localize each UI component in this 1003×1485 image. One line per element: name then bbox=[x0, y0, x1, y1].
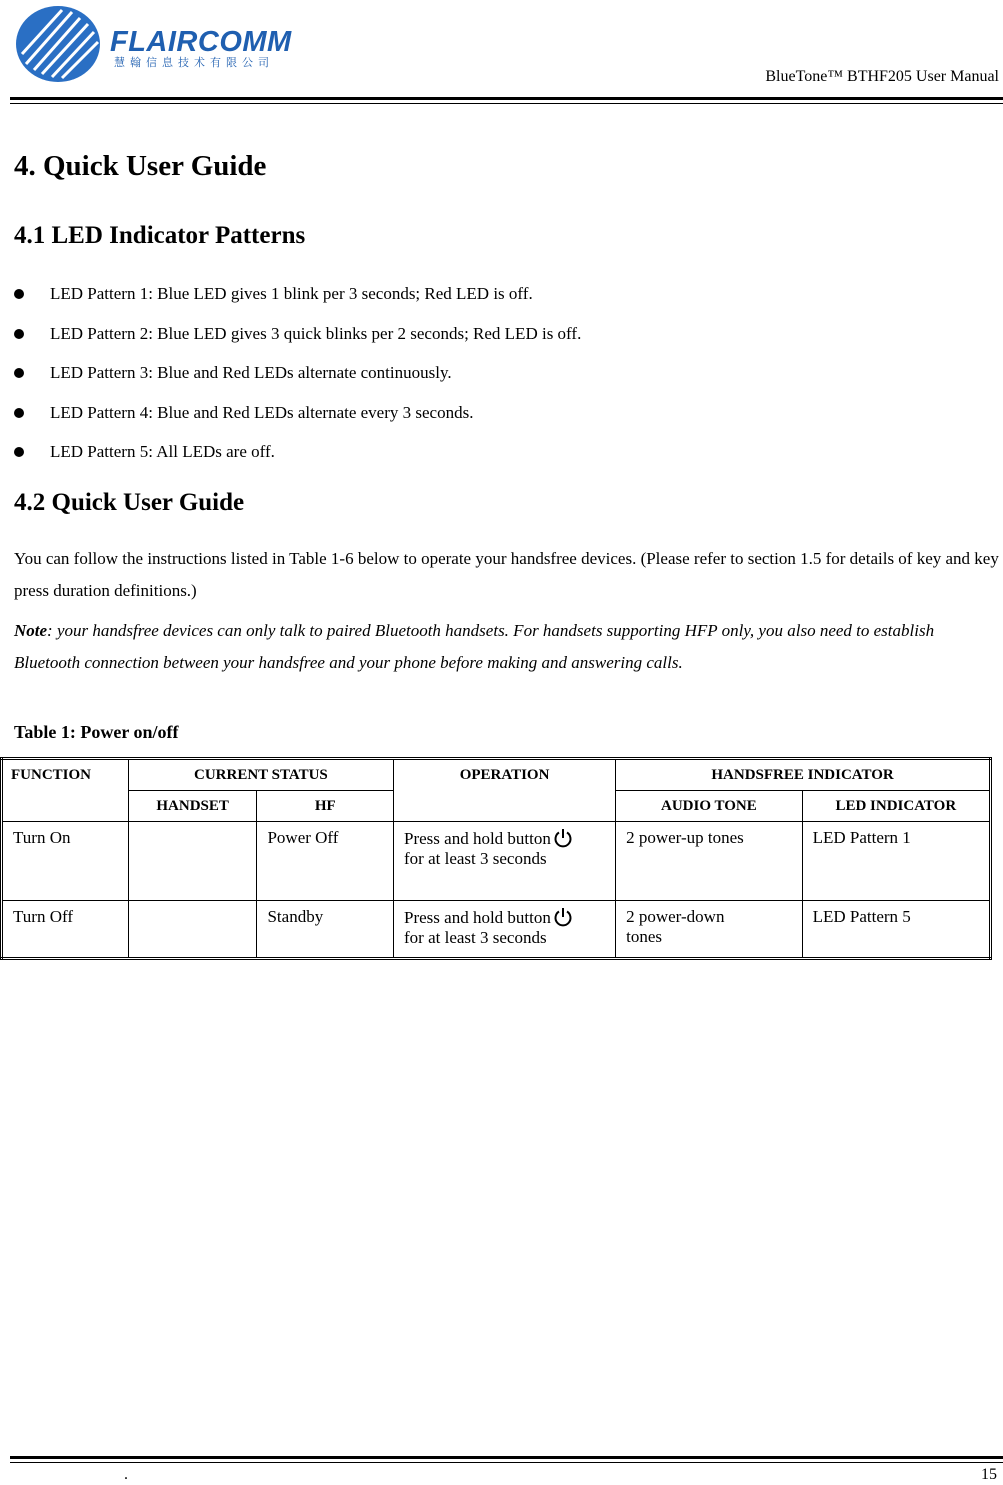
list-item: LED Pattern 2: Blue LED gives 3 quick blinks per 2 seconds; Red LED is off. bbox=[14, 320, 974, 360]
chapter-title: 4. Quick User Guide bbox=[14, 150, 267, 182]
logo-wordmark: FLAIRCOMM bbox=[110, 26, 292, 58]
header-rule bbox=[10, 97, 1003, 100]
cell-audio-tone: 2 power-up tones bbox=[616, 822, 802, 901]
page-number: 15 bbox=[981, 1466, 997, 1483]
header-audio-tone: AUDIO TONE bbox=[616, 791, 802, 822]
led-pattern-list bbox=[14, 280, 974, 478]
bullet-icon bbox=[14, 447, 24, 457]
section-title-quick-guide: 4.2 Quick User Guide bbox=[14, 489, 245, 516]
header-led-indicator: LED INDICATOR bbox=[802, 791, 990, 822]
header-rule-thin bbox=[10, 103, 1003, 104]
cell-hf: Power Off bbox=[257, 822, 394, 901]
list-item: LED Pattern 1: Blue LED gives 1 blink per 3 seconds; Red LED is off. bbox=[14, 280, 974, 320]
header-current-status: CURRENT STATUS bbox=[128, 759, 393, 791]
table-row bbox=[2, 901, 991, 959]
list-item: LED Pattern 3: Blue and Red LEDs alternate continuously. bbox=[14, 359, 974, 399]
footer-rule-thin bbox=[10, 1462, 1003, 1463]
cell-led: LED Pattern 5 bbox=[802, 901, 990, 959]
footer-rule bbox=[10, 1456, 1003, 1459]
table-row bbox=[2, 822, 991, 901]
cell-function: Turn Off bbox=[2, 901, 129, 959]
header-handset: HANDSET bbox=[128, 791, 257, 822]
power-icon bbox=[553, 828, 573, 848]
cell-operation: Press and hold button for at least 3 seconds bbox=[394, 901, 616, 959]
table-caption: Table 1: Power on/off bbox=[14, 722, 179, 742]
cell-hf: Standby bbox=[257, 901, 394, 959]
footer-mark: . bbox=[124, 1466, 128, 1483]
logo-globe-icon bbox=[14, 2, 104, 82]
company-logo bbox=[14, 2, 314, 82]
cell-operation: Press and hold button for at least 3 seconds bbox=[394, 822, 616, 901]
power-icon bbox=[553, 907, 573, 927]
cell-led: LED Pattern 1 bbox=[802, 822, 990, 901]
cell-handset bbox=[128, 822, 257, 901]
table-header-row bbox=[2, 759, 991, 791]
header-function: FUNCTION bbox=[2, 759, 129, 822]
list-item: LED Pattern 4: Blue and Red LEDs alternate every 3 seconds. bbox=[14, 399, 974, 439]
manual-title: BlueTone™ BTHF205 User Manual bbox=[765, 68, 999, 85]
section-title-led: 4.1 LED Indicator Patterns bbox=[14, 222, 306, 249]
note-label: Note bbox=[14, 621, 48, 640]
power-table bbox=[0, 757, 992, 960]
bullet-icon bbox=[14, 408, 24, 418]
logo-chinese-name: 慧翰信息技术有限公司 bbox=[114, 56, 274, 69]
bullet-icon bbox=[14, 289, 24, 299]
note-paragraph bbox=[14, 615, 999, 679]
header-handsfree-indicator: HANDSFREE INDICATOR bbox=[616, 759, 991, 791]
header-operation: OPERATION bbox=[394, 759, 616, 822]
list-item: LED Pattern 5: All LEDs are off. bbox=[14, 438, 974, 478]
cell-handset bbox=[128, 901, 257, 959]
header-hf: HF bbox=[257, 791, 394, 822]
intro-paragraph: You can follow the instructions listed in Table 1-6 below to operate your handsfree devices. (Please refer to section 1.5 for details of key and key press duration definitions.) bbox=[14, 549, 999, 600]
bullet-icon bbox=[14, 329, 24, 339]
note-text: : your handsfree devices can only talk to paired Bluetooth handsets. For handsets supporting HFP only, you also need to establish Bluetooth connection between your handsfree and your phone before making and answering calls. bbox=[14, 621, 935, 672]
cell-function: Turn On bbox=[2, 822, 129, 901]
cell-audio-tone: 2 power-down tones bbox=[616, 901, 802, 959]
bullet-icon bbox=[14, 368, 24, 378]
